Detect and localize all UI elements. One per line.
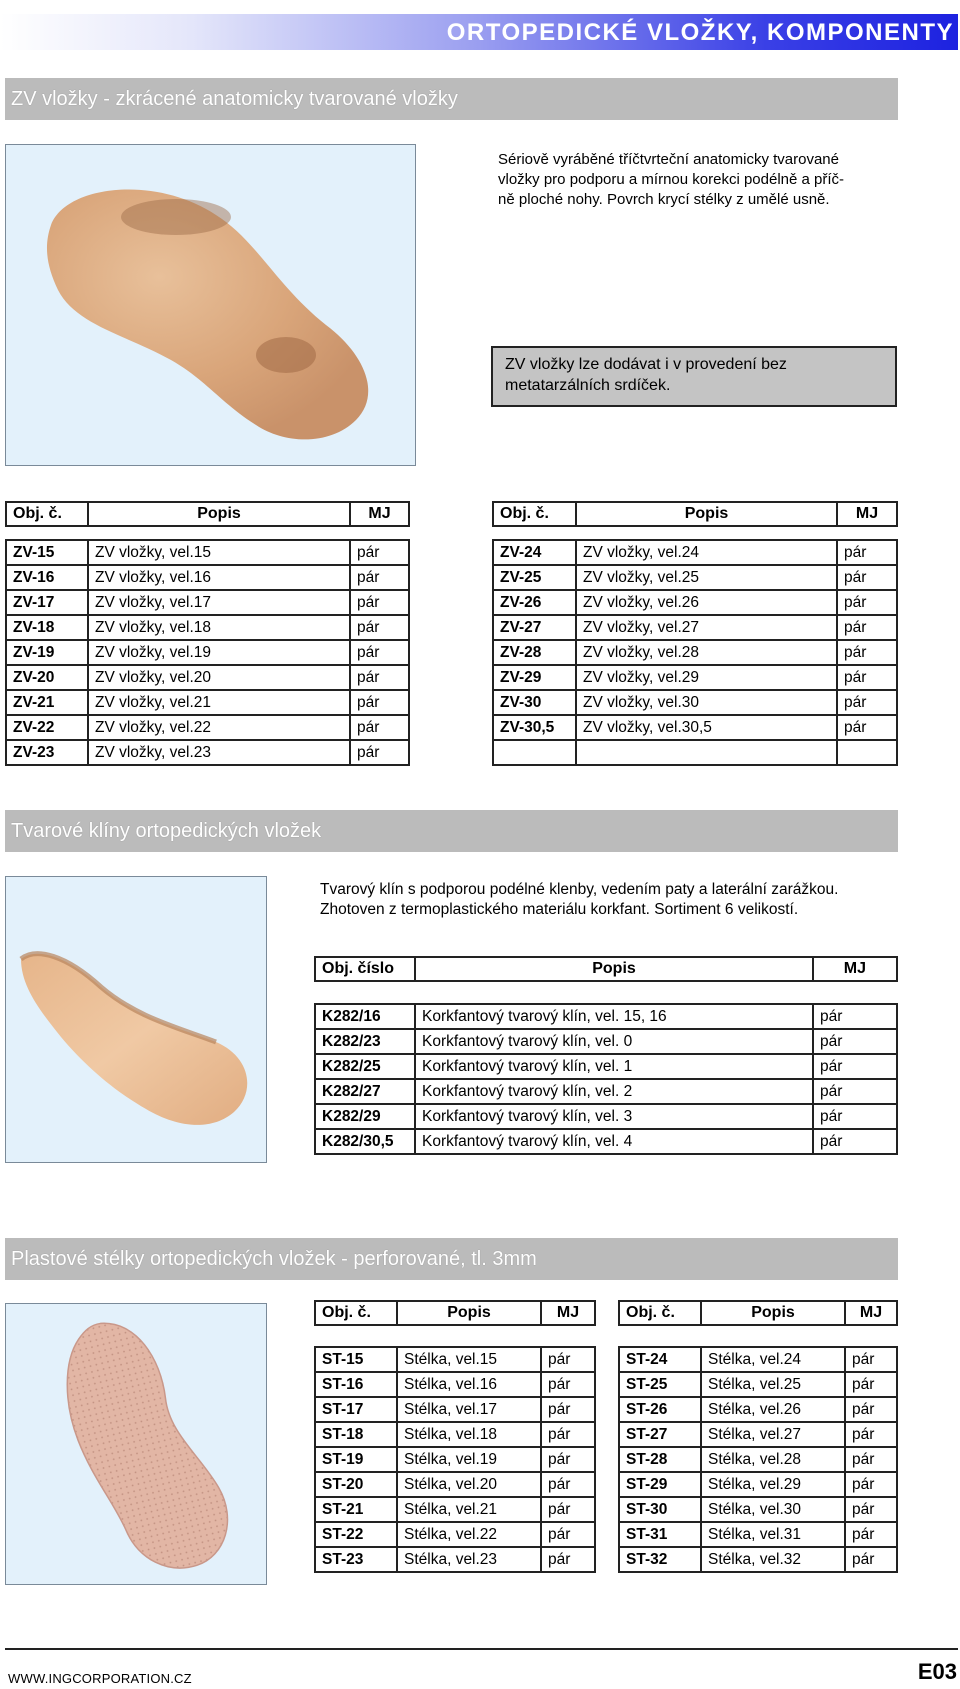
item-description: ZV vložky, vel.23	[88, 740, 350, 765]
item-code: ST-30	[619, 1497, 701, 1522]
item-code: ST-21	[315, 1497, 397, 1522]
item-description: Stélka, vel.26	[701, 1397, 845, 1422]
item-unit: pár	[845, 1472, 897, 1497]
item-code: ST-19	[315, 1447, 397, 1472]
item-unit: pár	[541, 1422, 595, 1447]
item-description: Stélka, vel.19	[397, 1447, 541, 1472]
table-row	[315, 1547, 595, 1572]
item-unit: pár	[350, 690, 409, 715]
item-code: ST-27	[619, 1422, 701, 1447]
item-code: ZV-30	[493, 690, 576, 715]
zv-insole-photo	[5, 144, 416, 466]
item-code: ZV-18	[6, 615, 88, 640]
item-unit: pár	[837, 640, 897, 665]
item-code: ZV-24	[493, 540, 576, 565]
item-description: Stélka, vel.15	[397, 1347, 541, 1372]
item-unit	[837, 740, 897, 765]
table-row	[315, 1372, 595, 1397]
header-unit: MJ	[837, 502, 897, 526]
item-unit: pár	[837, 690, 897, 715]
zv-description: Sériově vyráběné tříčtvrteční anatomicky tvarované vložky pro podporu a mírnou korekci podélně a příč- ně ploché nohy. Povrch krycí stélky z umělé usně.	[498, 151, 845, 208]
item-unit: pár	[350, 615, 409, 640]
zv-left-header	[5, 501, 410, 527]
header-code: Obj. č.	[493, 502, 576, 526]
item-description: Korkfantový tvarový klín, vel. 0	[415, 1029, 813, 1054]
page-title: ORTOPEDICKÉ VLOŽKY, KOMPONENTY	[446, 19, 954, 46]
item-code: ST-23	[315, 1547, 397, 1572]
section-title-zv: ZV vložky - zkrácené anatomicky tvarované vložky	[5, 78, 898, 120]
table-row	[493, 740, 897, 765]
table-row	[315, 1472, 595, 1497]
wedge-header	[314, 956, 898, 982]
table-row	[315, 1104, 897, 1129]
table-row	[493, 565, 897, 590]
item-unit: pár	[845, 1397, 897, 1422]
table-row	[493, 540, 897, 565]
table-row	[315, 1129, 897, 1154]
zv-left-table	[5, 539, 410, 766]
item-description: Stélka, vel.28	[701, 1447, 845, 1472]
table-row	[315, 1054, 897, 1079]
zv-right-table	[492, 539, 898, 766]
item-code: ZV-29	[493, 665, 576, 690]
item-description: Stélka, vel.22	[397, 1522, 541, 1547]
insole-right-table	[618, 1346, 898, 1573]
item-description: Korkfantový tvarový klín, vel. 4	[415, 1129, 813, 1154]
item-description: Stélka, vel.18	[397, 1422, 541, 1447]
item-unit: pár	[541, 1472, 595, 1497]
header-unit: MJ	[813, 957, 897, 981]
item-code: K282/25	[315, 1054, 415, 1079]
item-description: ZV vložky, vel.20	[88, 665, 350, 690]
item-unit: pár	[350, 540, 409, 565]
item-code: ZV-27	[493, 615, 576, 640]
item-unit: pár	[541, 1397, 595, 1422]
insole-left-header	[314, 1300, 596, 1326]
item-description: ZV vložky, vel.30,5	[576, 715, 837, 740]
header-code: Obj. číslo	[315, 957, 415, 981]
item-code: K282/30,5	[315, 1129, 415, 1154]
header-desc: Popis	[576, 502, 837, 526]
item-code: ST-28	[619, 1447, 701, 1472]
item-unit: pár	[541, 1497, 595, 1522]
table-row	[619, 1547, 897, 1572]
item-description: Stélka, vel.21	[397, 1497, 541, 1522]
item-unit: pár	[813, 1129, 897, 1154]
item-description: Korkfantový tvarový klín, vel. 1	[415, 1054, 813, 1079]
item-unit: pár	[350, 565, 409, 590]
item-code: ZV-20	[6, 665, 88, 690]
header-desc: Popis	[397, 1301, 541, 1325]
wedge-table	[314, 1003, 898, 1155]
item-description: ZV vložky, vel.25	[576, 565, 837, 590]
table-row	[493, 615, 897, 640]
item-code: K282/27	[315, 1079, 415, 1104]
item-description: Stélka, vel.32	[701, 1547, 845, 1572]
item-description: ZV vložky, vel.24	[576, 540, 837, 565]
table-row	[6, 615, 409, 640]
item-unit: pár	[350, 665, 409, 690]
table-row	[315, 1347, 595, 1372]
item-code: ST-26	[619, 1397, 701, 1422]
zv-note-box: ZV vložky lze dodávat i v provedení bez metatarzálních srdíček.	[491, 346, 897, 407]
item-description: Stélka, vel.27	[701, 1422, 845, 1447]
item-description: ZV vložky, vel.15	[88, 540, 350, 565]
table-row	[493, 590, 897, 615]
item-code: ZV-25	[493, 565, 576, 590]
wedge-description: Tvarový klín s podporou podélné klenby, vedením paty a laterální zarážkou. Zhotoven z termoplastického materiálu korkfant. Sortiment 6 velikostí.	[320, 881, 839, 918]
item-unit: pár	[845, 1547, 897, 1572]
header-code: Obj. č.	[619, 1301, 701, 1325]
table-row	[315, 1422, 595, 1447]
item-unit: pár	[350, 590, 409, 615]
item-description: Stélka, vel.25	[701, 1372, 845, 1397]
item-code: K282/16	[315, 1004, 415, 1029]
footer-divider	[5, 1648, 958, 1650]
item-unit: pár	[845, 1497, 897, 1522]
item-code: ST-18	[315, 1422, 397, 1447]
item-description	[576, 740, 837, 765]
item-code: ZV-26	[493, 590, 576, 615]
item-code: ST-17	[315, 1397, 397, 1422]
item-description: ZV vložky, vel.29	[576, 665, 837, 690]
insole-right-header	[618, 1300, 898, 1326]
item-code: ST-24	[619, 1347, 701, 1372]
item-description: ZV vložky, vel.22	[88, 715, 350, 740]
table-row	[493, 690, 897, 715]
table-row	[315, 1397, 595, 1422]
table-row	[619, 1472, 897, 1497]
item-code: ST-16	[315, 1372, 397, 1397]
item-description: ZV vložky, vel.21	[88, 690, 350, 715]
table-row	[619, 1522, 897, 1547]
item-unit: pár	[541, 1372, 595, 1397]
item-description: ZV vložky, vel.19	[88, 640, 350, 665]
table-row	[493, 665, 897, 690]
item-description: ZV vložky, vel.26	[576, 590, 837, 615]
table-row	[6, 540, 409, 565]
header-unit: MJ	[845, 1301, 897, 1325]
item-code: K282/23	[315, 1029, 415, 1054]
table-row	[6, 590, 409, 615]
table-row	[6, 740, 409, 765]
item-description: Stélka, vel.23	[397, 1547, 541, 1572]
footer-url: WWW.INGCORPORATION.CZ	[8, 1671, 192, 1686]
item-description: ZV vložky, vel.28	[576, 640, 837, 665]
item-code: ZV-15	[6, 540, 88, 565]
page-number: E03	[917, 1659, 957, 1684]
table-row	[6, 640, 409, 665]
item-unit: pár	[837, 615, 897, 640]
header-banner	[0, 14, 958, 50]
header-unit: MJ	[350, 502, 409, 526]
item-code: ZV-30,5	[493, 715, 576, 740]
header-desc: Popis	[88, 502, 350, 526]
item-code: K282/29	[315, 1104, 415, 1129]
table-row	[619, 1497, 897, 1522]
item-unit: pár	[813, 1079, 897, 1104]
section-title-wedges: Tvarové klíny ortopedických vložek	[5, 810, 898, 852]
item-description: Stélka, vel.29	[701, 1472, 845, 1497]
item-description: Korkfantový tvarový klín, vel. 15, 16	[415, 1004, 813, 1029]
item-description: Stélka, vel.20	[397, 1472, 541, 1497]
table-row	[315, 1029, 897, 1054]
item-unit: pár	[350, 715, 409, 740]
item-unit: pár	[541, 1522, 595, 1547]
item-description: ZV vložky, vel.16	[88, 565, 350, 590]
item-description: Stélka, vel.17	[397, 1397, 541, 1422]
item-description: ZV vložky, vel.17	[88, 590, 350, 615]
item-unit: pár	[837, 590, 897, 615]
item-code: ST-29	[619, 1472, 701, 1497]
header-code: Obj. č.	[315, 1301, 397, 1325]
table-row	[6, 690, 409, 715]
item-unit: pár	[813, 1004, 897, 1029]
item-description: Korkfantový tvarový klín, vel. 3	[415, 1104, 813, 1129]
item-unit: pár	[837, 665, 897, 690]
item-unit: pár	[541, 1447, 595, 1472]
item-code: ST-25	[619, 1372, 701, 1397]
item-unit: pár	[813, 1054, 897, 1079]
table-row	[619, 1372, 897, 1397]
table-row	[6, 565, 409, 590]
item-unit: pár	[845, 1522, 897, 1547]
item-description: Stélka, vel.24	[701, 1347, 845, 1372]
item-unit: pár	[541, 1347, 595, 1372]
table-row	[315, 1079, 897, 1104]
insole-photo	[5, 1303, 267, 1585]
item-code: ST-22	[315, 1522, 397, 1547]
table-row	[619, 1422, 897, 1447]
item-code: ST-31	[619, 1522, 701, 1547]
item-code: ST-15	[315, 1347, 397, 1372]
table-row	[6, 665, 409, 690]
item-code: ZV-17	[6, 590, 88, 615]
item-code: ZV-23	[6, 740, 88, 765]
item-description: ZV vložky, vel.30	[576, 690, 837, 715]
insole-left-table	[314, 1346, 596, 1573]
table-row	[493, 640, 897, 665]
item-unit: pár	[813, 1029, 897, 1054]
item-unit: pár	[845, 1422, 897, 1447]
table-row	[315, 1497, 595, 1522]
item-description: Korkfantový tvarový klín, vel. 2	[415, 1079, 813, 1104]
table-row	[619, 1347, 897, 1372]
table-row	[315, 1447, 595, 1472]
header-desc: Popis	[415, 957, 813, 981]
table-row	[6, 715, 409, 740]
table-row	[619, 1447, 897, 1472]
section-title-insoles: Plastové stélky ortopedických vložek - perforované, tl. 3mm	[5, 1238, 898, 1280]
item-unit: pár	[837, 715, 897, 740]
item-unit: pár	[350, 640, 409, 665]
table-row	[315, 1522, 595, 1547]
item-code: ZV-28	[493, 640, 576, 665]
item-unit: pár	[845, 1372, 897, 1397]
header-desc: Popis	[701, 1301, 845, 1325]
table-row	[315, 1004, 897, 1029]
zv-right-header	[492, 501, 898, 527]
item-description: ZV vložky, vel.27	[576, 615, 837, 640]
item-code	[493, 740, 576, 765]
item-code: ZV-21	[6, 690, 88, 715]
item-unit: pár	[541, 1547, 595, 1572]
item-description: Stélka, vel.31	[701, 1522, 845, 1547]
item-unit: pár	[837, 565, 897, 590]
item-description: ZV vložky, vel.18	[88, 615, 350, 640]
item-code: ZV-22	[6, 715, 88, 740]
item-code: ZV-16	[6, 565, 88, 590]
item-code: ST-20	[315, 1472, 397, 1497]
header-unit: MJ	[541, 1301, 595, 1325]
item-unit: pár	[845, 1447, 897, 1472]
item-code: ZV-19	[6, 640, 88, 665]
item-code: ST-32	[619, 1547, 701, 1572]
wedge-photo	[5, 876, 267, 1163]
item-unit: pár	[845, 1347, 897, 1372]
item-unit: pár	[837, 540, 897, 565]
item-description: Stélka, vel.30	[701, 1497, 845, 1522]
table-row	[619, 1397, 897, 1422]
item-description: Stélka, vel.16	[397, 1372, 541, 1397]
table-row	[493, 715, 897, 740]
item-unit: pár	[350, 740, 409, 765]
item-unit: pár	[813, 1104, 897, 1129]
header-code: Obj. č.	[6, 502, 88, 526]
